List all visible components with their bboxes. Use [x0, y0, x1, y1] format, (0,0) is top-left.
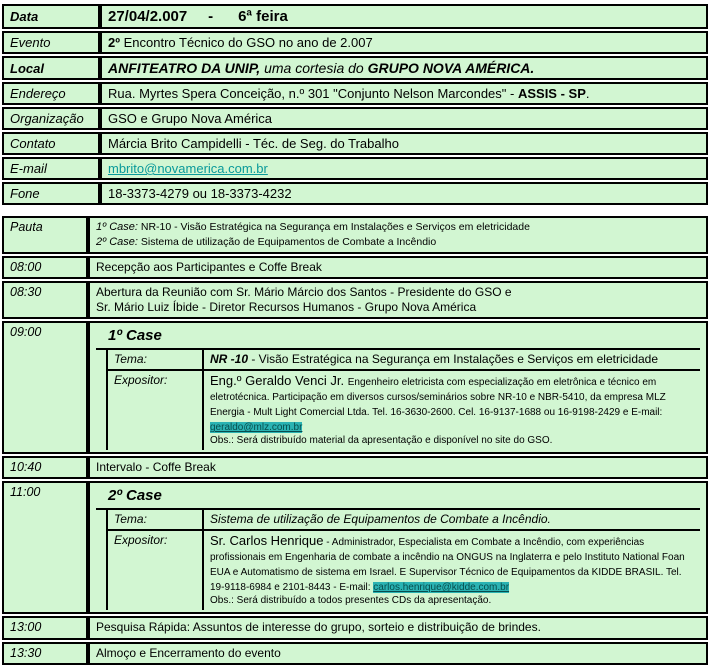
email-value [100, 157, 708, 180]
case2-speaker-name: Sr. Carlos Henrique [210, 533, 324, 549]
agenda-table [2, 214, 708, 667]
endereco-street: Rua. Myrtes Spera Conceição, n.º 301 "Conjunto Nelson Marcondes" - [108, 86, 518, 101]
time-0800: 08:00 [2, 256, 88, 280]
pauta-case2-text: Sistema de utilização de Equipamentos de Combate a Incêndio [137, 235, 437, 248]
table-row-pauta [2, 216, 708, 254]
case2-block [88, 481, 708, 614]
time-0900: 09:00 [2, 321, 88, 454]
fone-label: Fone [2, 182, 100, 205]
data-label: Data [2, 4, 100, 29]
table-row-0830 [2, 281, 708, 319]
table-row-contato [2, 132, 708, 155]
local-venue: ANFITEATRO DA UNIP, [108, 60, 261, 76]
data-value: 27/04/2.007 - 6ª feira [100, 4, 708, 29]
time-0830: 08:30 [2, 281, 88, 319]
pauta-case1-text: NR-10 - Visão Estratégica na Segurança em Instalações e Serviços em eletricidade [137, 221, 530, 233]
table-row-data [2, 4, 708, 29]
case2-detail-table [106, 510, 700, 610]
case2-expositor-label: Expositor: [107, 530, 203, 610]
case2-tema-row [107, 510, 700, 530]
endereco-city: ASSIS - SP [517, 86, 586, 101]
table-row-organizacao [2, 107, 708, 130]
fone-value: 18-3373-4279 ou 18-3373-4232 [100, 182, 708, 205]
contato-value: Márcia Brito Campidelli - Téc. de Seg. do Trabalho [100, 132, 708, 155]
time-1040: 10:40 [2, 456, 88, 480]
email-label: E-mail [2, 157, 100, 180]
case2-expositor-value [203, 530, 700, 610]
case1-tema-code: NR -10 [210, 352, 249, 367]
endereco-dot: . [585, 86, 590, 101]
case2-speaker-bio: - Administrador, Especialista em Combate a Incêndio, com experiências profissionais em Engenharia de combate a incêndio na ONGUS na Inglaterra e pelo Instituto National Foan EUA e Automatismo de sistema em Israel. E Supervisor Técnico de Equipamentos da KIDDE BRASIL. Tel. 19-9118-6984 e 2101-8443 - E-mail: [210, 537, 685, 594]
case1-tema-row [107, 350, 700, 370]
pauta-label: Pauta [2, 216, 88, 254]
table-divider-gap [2, 207, 712, 214]
activity-1040: Intervalo - Coffe Break [88, 456, 708, 480]
abertura-line-2: Sr. Mário Luiz Íbide - Diretor Recursos Humanos - Grupo Nova América [96, 300, 477, 315]
case1-speaker-name: Eng.º Geraldo Venci Jr. [210, 373, 348, 389]
activity-0800: Recepção aos Participantes e Coffe Break [88, 256, 708, 280]
case2-tema-value [203, 510, 700, 530]
case1-expositor-row [107, 370, 700, 450]
slide-canvas [0, 2, 720, 660]
event-sheet [2, 2, 712, 667]
table-row-local [2, 56, 708, 80]
contato-label: Contato [2, 132, 100, 155]
case1-speaker-email-link[interactable]: geraldo@mlz.com.br [210, 422, 303, 434]
endereco-value [100, 82, 708, 105]
evento-value [100, 31, 708, 54]
case1-obs: Obs.: Será distribuído material da apresentação e disponível no site do GSO. [210, 435, 553, 447]
time-1330: 13:30 [2, 642, 88, 666]
contact-email-link[interactable]: mbrito@novamerica.com.br [108, 161, 268, 176]
abertura-line-1: Abertura da Reunião com Sr. Mário Márcio dos Santos - Presidente do GSO e [96, 285, 512, 300]
evento-number: 2º [108, 35, 120, 50]
local-value [100, 56, 708, 80]
local-label: Local [2, 56, 100, 80]
event-info-table [2, 2, 708, 207]
evento-label: Evento [2, 31, 100, 54]
time-1300: 13:00 [2, 616, 88, 640]
table-row-0800 [2, 256, 708, 280]
table-row-1100 [2, 481, 708, 614]
table-row-evento [2, 31, 708, 54]
case1-tema-text: - Visão Estratégica na Segurança em Instalações e Serviços em eletricidade [248, 352, 659, 367]
table-row-email [2, 157, 708, 180]
case1-tema-value [203, 350, 700, 370]
case1-tema-label: Tema: [107, 350, 203, 370]
case2-tema-text: Sistema de utilização de Equipamentos de Combate a Incêndio. [210, 512, 551, 527]
endereco-label: Endereço [2, 82, 100, 105]
pauta-line-1 [96, 220, 700, 235]
case1-block [88, 321, 708, 454]
time-1100: 11:00 [2, 481, 88, 614]
case1-expositor-label: Expositor: [107, 370, 203, 450]
table-row-1300 [2, 616, 708, 640]
organizacao-label: Organização [2, 107, 100, 130]
case2-title: 2º Case [96, 485, 700, 510]
case2-speaker-email-link[interactable]: carlos.henrique@kidde.com.br [373, 582, 510, 594]
table-row-fone [2, 182, 708, 205]
table-row-0900 [2, 321, 708, 454]
table-row-1330 [2, 642, 708, 666]
case2-tema-label: Tema: [107, 510, 203, 530]
pauta-value [88, 216, 708, 254]
case1-detail-table [106, 350, 700, 450]
activity-1330: Almoço e Encerramento do evento [88, 642, 708, 666]
evento-text: Encontro Técnico do GSO no ano de 2.007 [119, 35, 373, 50]
case2-obs: Obs.: Será distribuído a todos presentes CDs da apresentação. [210, 595, 492, 607]
pauta-case1-label: 1º Case: [96, 221, 138, 233]
pauta-case2-label: 2º Case: [96, 235, 138, 248]
table-row-endereco [2, 82, 708, 105]
activity-0830 [88, 281, 708, 319]
local-sponsor: GRUPO NOVA AMÉRICA. [367, 60, 535, 76]
pauta-line-2 [96, 235, 700, 250]
case1-expositor-value [203, 370, 700, 450]
case1-title: 1º Case [96, 325, 700, 350]
case1-speaker-bio: Engenheiro eletricista com especialização em eletrônica e técnico em eletrotécnica. Participação em diversos cursos/seminários sobre NR-10 e NBR-5410, da empresa MLZ Energia - Mult Light Comercial Ltda. Tel. 16-3630-2600. Cel. 16-9137-1688 ou 16-9198-2429 e E-mail: [210, 377, 666, 419]
activity-1300: Pesquisa Rápida: Assuntos de interesse do grupo, sorteio e distribuição de brindes. [88, 616, 708, 640]
local-middle: uma cortesia do [260, 60, 368, 76]
organizacao-value: GSO e Grupo Nova América [100, 107, 708, 130]
case2-expositor-row [107, 530, 700, 610]
table-row-1040 [2, 456, 708, 480]
